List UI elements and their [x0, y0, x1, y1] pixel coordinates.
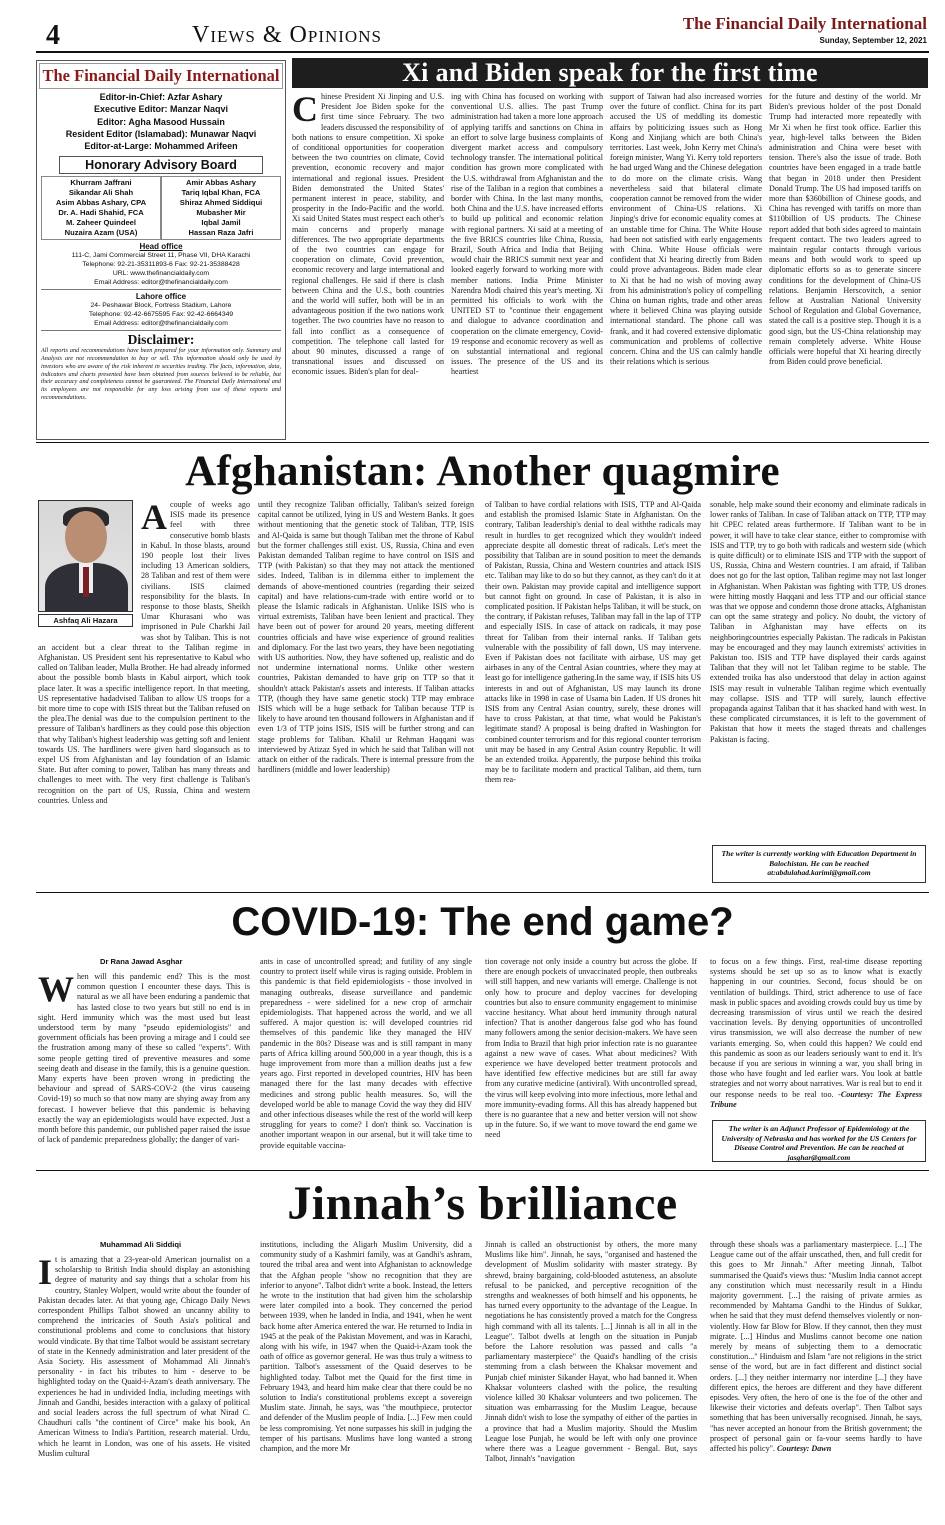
advisory-member: Shiraz Ahmed Siddiqui — [179, 198, 263, 208]
author-caption: Ashfaq Ali Hazara — [38, 614, 133, 627]
column-text: sonable, help make sound their economy and eliminate radicals in lower ranks of Taliban. In case of Taliban attack on TTP, TTP may hit CPEC related areas furthermore. If Taliban want to be in power, it will have to take clear stance, either to compromise with ISIS and TTP, try to go both with radicals and western side (which is quite difficult) or to eliminate ISIS and TTP with the support of US, Russia, China and Western countries. I am afraid, if Taliban does not go for the last option, Taliban regime may not last longer in Afghanistan. When Pakistan was fighting with TTP, US drones were hitting mostly Haqqani and less TTP and our official stance was that we oppose and condemn those drone attacks, Afghanistan can opt the same strategy and policy. No doubt, the victory of Taliban in Afghanistan may have effects on its neighboringcountries especially Pakistan. The radicals in Pakistan may be encouraged and they may launch extremists' activities in Pakistan too. ISIS and TTP have displayed their cards against Taliban that they will not let Taliban regime to be stable. The extended troika has also understood that delay in action against ISIS may result in vulnerable Taliban regime which eventually may collapse. ISIS and TTP will surely, launch effective propaganda against Taliban that it has shacked hand with west. In these complicated circumstances, it is left to the government of Pakistan that how it meets the staged threats and challenges Pakistan is facing. — [710, 500, 926, 744]
drop-cap: I — [38, 1255, 53, 1292]
lahore-office-address — [37, 301, 285, 328]
drop-cap: C — [292, 92, 318, 129]
author-photo — [38, 500, 133, 612]
story-headline-jinnah: Jinnah’s brilliance — [287, 1177, 678, 1230]
sidebar-paper-title: The Financial Daily International — [39, 63, 283, 89]
author-note: The writer is an Adjunct Professor of Epidemiology at the University of Nebraska and has worked for the US Centers for Disease Control and Prevention. He can be reached at jasghar@gmail.com — [712, 1120, 926, 1162]
author-byline: Dr Rana Jawad Asghar — [100, 957, 183, 966]
story-headline-xi-biden: Xi and Biden speak for the first time — [292, 58, 928, 88]
column-text: support of Taiwan had also increased worries over the future of conflict. China for its part accused the US of meddling its domestic affairs by politicizing issues such as Hong Kong and Xinjiang which are both China's territories. Last week, John Kerry met China's foreign minister, Wang Yi. Kerry told reporters he had urged Wang and the Chinese delegation to do more on the climate crisis. Wang nevertheless said that bilateral climate cooperation cannot be removed from the wider environment of China-US relations. Xi Jinping's drive for economic equality comes at an unstable time for China. The White House had been not satisfied with early engagements with China. White House officials were confident that Xi hearing directly from Biden could prove advantageous. Biden made clear to Xi that he had no wish of moving away from his administration's policy of compelling China on human rights, trade and other areas where it believed China was playing outside international standard. The phone call was frank, and it had covered extensive diplomatic communication and problems of collective concern. China and the US can calmly handle their relations which is serious — [610, 92, 762, 367]
office-line: Email Address: editor@thefinancialdaily.com — [94, 320, 228, 328]
advisory-member: Hassan Raza Jafri — [188, 228, 254, 238]
editorial-box — [36, 60, 286, 440]
column-text: ing with China has focused on working with conventional U.S. allies. The past Trump administration had taken a more lone approach of applying tariffs and sanctions on China in an effort to solve large business complaints of divergent market access and compulsory technology transfer. The international political condition has grown more complicated with the U.S. withdrawal from Afghanistan and the rise of the Taliban in a region that combines a border with China. In the last many months, both China and the U.S. have increased efforts to build up political and economic relation with regional partners. Xi said at a meeting of the five BRICS countries like China, Russia, Brazil, South Africa and India that Beijing would chair the BRICS summit next year and looked eagerly forward to working more with member nations. India Prime Minister Narendra Modi chaired this year's meeting. Xi permitted his officials to work with the UNITED ST to "continue their engagement and dialogue to advance coordination and cooperation on the climate emergency, Covid-19 response and economic recovery as well as on substantial international and regional issues. The presence of the US and its heartiest — [451, 92, 603, 377]
column-text: of Taliban to have cordial relations with ISIS, TTP and Al-Qaida and establish the promised Islamic State in Afghanistan. On the contrary, Taliban leadership's denial to deal withthe radicals may result in hurdles to get recognized which they wouldn't indeed appreciate despite all domestic threat of radicals. Let's meet the possibility that Taliban are in sound position to meet the demands of Pakistan, Russia, China and Western countries and attack ISIS etc. Taliban may like to do so but they cannot, as they can't do it at their own. Pakistan may provide capital and intelligence support but cannot fight on ground. In case of Pakistan, it is also in complicated position. If Pakistan helps Taliban, it will be stuck, on the contrary, if Pakistan refuses, Taliban may fall in the lap of TTP and especially ISIS. In case of attack on radicals, it may pose threat for Taliban from their internal ranks. If Taliban gets vulnerable with the possibility of fall down, US may intervene. Even if Pakistan does not facilitate with airbase, US may get airbases in any of the Central Asian countries, where they may at least go for intelligence gathering.In the same way, if ISIS hits US interests in and out of Afghanistan, US may launch its drone attacks like in 1998 in case of Usama bin Laden. If US drones hit ISIS from any Central Asian country, surely, these drones will have to cross Pakistan, at that time, what would be Pakistan's legitimate stand? A proposal is being drafted in Washington for combined counter terrorism and for this regional counter terrorism unit may be based in any Central Asian country Republic. It will be an extended troika. Apparently, the purpose behind this troika may be to facilitate modern and practical Taliban, aid them, turn them rea- — [485, 500, 701, 785]
column-text: to focus on a few things. First, real-time disease reporting systems should be set up so as to know what is exactly happening in our countries. Second, focus should be on ventilation of buildings. Third, strict adherence to use of face mask in public spaces and avoiding crowds could buy us time by decreasing transmission of virus until we reach the desired vaccination levels. By denying opportunities of uncontrolled virus transmission, we will also decrease the number of new variants emerging. So, when could this happen? We could end this pandemic as soon as our leaders seriously want to end it. It's because if you are serious in winning a war, you shall bring in those who have fought and led earlier wars. You look at battle strategies and not worry about narratives. War is real but to end it our response needs to be real too. — [710, 957, 922, 1099]
courtesy-line: -Courtesy: The Express Tribune — [710, 1089, 922, 1109]
staff-item: Resident Editor (Islamabad): Munawar Naqvi — [65, 128, 257, 139]
advisory-member: Dr. A. Hadi Shahid, FCA — [58, 208, 144, 218]
office-line: 24- Peshawar Block, Fortress Stadium, Lahore — [90, 302, 232, 310]
advisory-board-list — [41, 176, 281, 240]
section-divider — [36, 442, 929, 443]
disclaimer-title: Disclaimer: — [127, 332, 195, 348]
staff-item: Executive Editor: Manzar Naqvi — [93, 104, 229, 115]
advisory-member: M. Zaheer Quindeel — [65, 218, 137, 228]
office-line: 111-C, Jami Commercial Street 11, Phase VII, DHA Karachi — [71, 252, 251, 260]
advisory-member: Amir Abbas Ashary — [186, 178, 256, 188]
article-column — [710, 1240, 922, 1522]
advisory-column-left — [41, 176, 161, 240]
issue-date: Sunday, September 12, 2021 — [819, 36, 927, 45]
article-column — [451, 92, 603, 438]
office-line: Telephone: 92-42-6675595 Fax: 92-42-6664349 — [88, 311, 234, 319]
divider — [41, 330, 281, 331]
advisory-member: Asim Abbas Ashary, CPA — [55, 198, 147, 208]
author-note: The writer is currently working with Education Department in Balochistan. He can be reached at:abdulahad.karimi@gmail.com — [712, 845, 926, 883]
article-column — [769, 92, 921, 438]
author-byline: Muhammad Ali Siddiqi — [100, 1240, 182, 1249]
office-line: Telephone: 92-21-35311893-6 Fax: 92-21-35388428 — [82, 261, 240, 269]
column-text: until they recognize Taliban officially, Taliban's seized foreign capital cannot be utilized, lying in US and Western Banks. It goes without mentioning that the genetic stock of Taliban, TTP, ISIS and Al-Qaida is same but though Taliban met the throne of Kabul but the former challenges still exist. US, Russia, China and even Pakistan demanded Taliban regime to have control on ISIS and TTP (with Pakistan) so that they may not attack the mentioned sides. Indeed, Taliban is in dilemma either to implement the demands of above-mentioned countries (regarding their seized capital) and have relations-cum-trade with entire world or to please the Islamic radicals in Afghanistan. Unlike ISIS who is virtual extremists, Taliban have been lenient and practical. They have been out of power for around 20 years, meeting different countries officials and have wise experience of ground realities and diplomacy. For the last two years, they have been negotiating with US authorities. Now, they have softened up, realistic and do not undermine international norms. Unlike other western countries, Pakistan demanded to have grip on TTP so that it shouldn't attack Pakistan's assets and interests. If Taliban attacks TTP, (though they have same genetic stock) TTP may embrace ISIS which will be a huge setback for Taliban because TTP is likely to have around ten thousand followers in Afghanistan and if even 1/3 of TTP joins ISIS, ISIS will be further strong and can stage problems for Taliban. Khalil ur Rehman Haqqani was interviewed by Atizaz Syed in which he said that Taliban will not attack on either of the radicals. There is internal pressure from the hardliners (middle and lower leadership) — [258, 500, 474, 775]
masthead-title: The Financial Daily International — [682, 14, 927, 33]
column-text: hen will this pandemic end? This is the most common question I encounter these days. This is natural as we all have been enduring a pandemic that has lasted close to two years but still no end is in sight. Herd immunity which was the most used but least understood term by many "pseudo epidemiologists" and government officials has been proving a mirage and I could see the frustration among many of these so called "experts". With some people getting tired of preventive measures and some seeing death and disease in the family, this is a genuine question. Many experts have been proven wrong in predicting the behaviour and spread of SARS-COV-2 (the virus causeing Covid-19) so much so that now many are shying away from any forecast. I however believe that this pandemic is behaving exactly the way an epidemiologists would have expected. Just a month before this pandemic, our published paper raised the issue of lack of pandemic preparedness globally; the danger of vari- — [38, 972, 250, 1145]
story-headline-afghanistan: Afghanistan: Another quagmire — [185, 448, 780, 495]
office-line: Email Address: editor@thefinancialdaily.com — [94, 279, 228, 287]
header-rule — [36, 51, 929, 53]
drop-cap: W — [38, 972, 74, 1009]
column-text: hinese President Xi Jinping and U.S. President Joe Biden spoke for the first time since February. The two leaders discussed the responsibility of both nations to ensure competition. Xi spoke of conditional opportunities for cooperation between the two countries on climate, Covid prevention, economic recovery and major international and regional issues. President Biden demonstrated the United States' permanent interest in peace, stability, and prosperity in the Indo-Pacific and the world. Xi said United States must respect each other's main concerns and properly manage differences. The two appropriate departments of the two countries can engage for cooperation on climate, Covid prevention, economic recovery and large international and regional challenges. He said if there is clash between China and the U.S., both countries and the world will suffer, both will be in an advantageous position if the two nations work together. The two countries have no reason to fall into conflict as a consequence of competition. The telephone call lasted for about 90 minutes, discussed a range of transnational issues and discussed on economic issues. Biden's plan for deal- — [292, 92, 444, 377]
column-text: t is amazing that a 23-year-old American journalist on a scholarship to British India should display an astonishing degree of maturity and say things that a scholar from his country, Stanley Wolpert, would write about the founder of Pakistan decades later. At that young age, Chicago Daily News correspondent Phillips Talbot showed an uncanny ability to comprehend the intricacies of South Asia's political and constitutional problems and come to conclusions that history would vindicate. By that time Talbot would be assistant secretary of state in the Kennedy administration and later president of the Asia Society. His assessment of Mohammad Ali Jinnah's personality - in fact his tributes to him - deserve to be highlighted today on the Quaid-i-Azam's death anniversary. The experiences he had in undivided India, including meetings with Jinnah and Gandhi, besides interaction with a galaxy of political and social leaders across the full spectrum of what Nirad C. Chaudhuri calls "the continent of Circe" make his book, An American Witness to India's Partition, research material. Urdu, which he learnt in London, was one of his assets. He visited Muslim cultural — [38, 1255, 250, 1458]
divider — [41, 289, 281, 290]
photo-face — [65, 511, 107, 563]
article-column — [485, 957, 697, 1162]
office-line: URL: www.thefinancialdaily.com — [112, 270, 210, 278]
article-column — [710, 957, 922, 1117]
section-divider — [36, 892, 929, 893]
advisory-member: Tariq Iqbal Khan, FCA — [181, 188, 261, 198]
column-text: Jinnah is called an obstructionist by others, the more many Muslims like him". Jinnah, he says, "organised and hastened the development of Muslim solidarity with master strategy. By shrewd, brainy bargaining, cold-blooded astuteness, an absolute refusal to be panicked, and perceptive recognition of the strengths and weaknesses of both himself and his opponents, he has turned every opportunity to the advantage of the League. In negotiations he has consistently proved a match for the Congress high command with all its talents. [...] Jinnah is all in all in the League". Talbot dwells at length on the situation in Punjab before the Lahore resolution was passed and calls "a parliamentary masterpiece" the Quaid's handling of the crisis stemming from a clash between the Khaksar movement and Punjab chief minister Sikander Hayat, who had banned it. When Khaksar volunteers clashed with the police, the resulting violence killed 30 Khaksar volunteers and two policemen. The situation was embarrassing for the Muslim League, because Jinnah didn't wish to lose the sympathy of either of the parties in a province that had a Muslim majority. Should the Muslim League lose Punjab, he would be left with only one province where there was a League government - Bengal. But, says Talbot, Jinnah's "navigation — [485, 1240, 697, 1464]
column-text: through these shoals was a parliamentary masterpiece. [...] The League came out of the affair unscathed, then, and full credit for this goes to Mr Jinnah." After meeting Jinnah, Talbot summarised the Quaid's views thus: "Muslim India cannot accept any constitution which must necessarily result in a Hindu majority government. [...] the raising of private armies as recommended by Mahtama Gandhi to the Hindus of Sukkar, when he said that they must defend themselves violently or non-violently. How far Blow for Blow. If they cannot, then they must migrate. [...] Hindus and Muslims cannot become one nation merely by means of subjecting them to a democratic constitution..." Hinduism and Islam "are not religions in the strict sense of the word, but are in fact different and distinct social orders. [...] they neither intermarry nor interdine [...] they have different epics, the heroes are different and they have different episodes. Very often, the hero of one is the foe of the other and likewise their victories and defeats overlap". Then Talbot says something that has been universally recognised. Jinnah, he says, "has never accepted an honour from the British government; the prospect of personal gain or fa-vour seems hardly to have affected his policy". — [710, 1240, 922, 1454]
article-column — [258, 500, 474, 885]
head-office-address — [37, 251, 285, 287]
column-text: tion coverage not only inside a country but across the globe. If there are enough pockets of unvaccinated people, then outbreaks will still happen, and new variants will emerge. Challenge is not only how to procure and deploy vaccines for developing countries but also to ensure community engagement to minimise vaccine hesitancy. What about herd immunity through natural infection? That is another dangerous false god who has found many followers among the senior decision-makers. We have seen from India to Brazil that high prior infection rate is no guarantee against a new wave of cases. What about medicines? With experience we have developed better treatment protocols and have identified few effective medicines but are still far away from any curative medicine (antiviral). With uncontrolled spread, the virus will keep evolving into more infectious, more lethal and more immunity-evading forms. All this has already happened but there is no guarantee that a new and better version will not show up in the future. So, if we want to move toward the end game we need — [485, 957, 697, 1140]
photo-tie — [83, 567, 89, 597]
article-column — [485, 1240, 697, 1522]
staff-item: Editor-in-Chief: Azfar Ashary — [99, 92, 223, 102]
advisory-member: Iqbal Jamil — [201, 218, 241, 228]
column-text: for the future and destiny of the world. Mr Biden's previous holder of the post Donald Trump had interacted more repeatedly with Mr Xi when he first took office. Earlier this year, high-level talks between the Biden administration and China were beset with tension. There's also the issue of trade. Both countries have been engaged in a trade battle that began in 2018 under then President Donald Trump. The US had imposed tariffs on more than $360billion of Chinese goods, and China has revenged with tariffs on more than $110billion of US products. The Chinese report added that both sides agreed to maintain frequent contact. The two leaders agreed to maintain regular contacts through various means and both would work to speed up diplomatic efforts so as to generate sincere conditions for the development of China-US relations. Benjamin Herscovitch, a senior fellow at Australian National University School of Regulation and Global Governance, stated the call is a positive step. Though it is a good sign, but the US-China relationship may remain completely adverse. White House officials were hopeful that Xi hearing directly from Biden could prove beneficial. — [769, 92, 921, 367]
article-column — [260, 1240, 472, 1522]
head-office-title: Head office — [139, 242, 183, 252]
advisory-column-right — [161, 176, 281, 240]
advisory-member: Mubasher Mir — [196, 208, 246, 218]
column-text: ants in case of uncontrolled spread; and futility of any single country to protect itself while virus is raging outside. Problem in this pandemic is that field epidemiologists - those involved in managing outbreaks, disease surveillance and pandemic preparedness - were sidelined for a new crop of armchair epidemiologists. That happened across the world, and we all suffered. A major question is: will developed countries rid themselves of this pandemic like they managed the HIV pandemic in the 80s? Disease was and is still rampant in many parts of Africa killing around 500,000 in a year though, this is a huge improvement from more than a million deaths just a few years ago. First reported in developed countries, HIV has been managed there for the last many decades with effective medicines and strong public health measures. So, will the developed world be able to manage Covid the way they did HIV and other infectious diseases while the rest of the world will keep struggling for years to come? I don't think so. Vaccination is another important weapon in our arsenal, but it will take time to provide equitable vaccina- — [260, 957, 472, 1150]
article-column — [38, 972, 250, 1162]
article-column — [260, 957, 472, 1162]
staff-item: Editor: Agha Masood Hussain — [97, 116, 225, 127]
drop-cap: A — [141, 500, 167, 537]
column-text: couple of weeks ago ISIS made its presence feel with three consecutive bomb blasts in Kabul. In those blasts, around 190 people lost their lives including 13 American soldiers, 28 Taliban and rest of them were civilians. ISIS claimed responsibility for the blasts. In response to those blasts, Sheikh Umar Khurasani who was imprisoned in Pule Charkhi Jail was shot by Taliban. This is not an accident but a clear threat to the Taliban regime in Afghanistan. US President sent his representative to Kabul who called on Taliban leader, Mulla Brother. He had already informed about the possible bomb blasts in Kabul airport, which took place later. It was a specific intelligence report. In that meeting, US representative hadadvised Taliban to allow US troops for a bit more time to cope with ISIS threat but the Taliban refused on the plea.The denial was due to the compulsion pertinent to the pressure of Taliban's hardliners as they could pose this objection that why Taliban's highest leadership was getting soft and lenient towards US. The hardliners were given hard slogansuch as to expel US from Afghanistan and lay foundation of an Islamic State. But after coming to power, Taliban has many threats and challenges to meet with. The very first challenge is Taliban's recognition on the part of US, Russia, China and western countries. Unless and — [38, 500, 250, 805]
lahore-office-title: Lahore office — [135, 292, 187, 302]
story-body-xi-biden — [292, 92, 928, 438]
staff-list — [37, 91, 285, 152]
article-column — [38, 1255, 250, 1522]
page-number: 4 — [46, 20, 60, 51]
article-column — [292, 92, 444, 438]
advisory-member: Nuzaira Azam (USA) — [64, 228, 138, 238]
article-column — [610, 92, 762, 438]
courtesy-line: Courtesy: Dawn — [777, 1444, 832, 1454]
advisory-member: Khurram Jaffrani — [70, 178, 132, 188]
disclaimer-text: All reports and recommendations have been prepared for your information only. Summary and Analysis are not recommendation to buy or sell. This information should only be used by investors who are aware of the risk inherent in securities trading. The facts, information, data, indicators and charts presented have been obtained from sources believed to be reliable, but their accuracy and completeness cannot be guaranteed. The Financial Daily International and its employees are not responsible for any loss arising from use of these reports and recommendations. — [41, 347, 281, 401]
advisory-member: Sikandar Ali Shah — [68, 188, 134, 198]
story-headline-covid: COVID-19: The end game? — [231, 900, 734, 944]
staff-item: Editor-at-Large: Mohammed Arifeen — [84, 141, 238, 152]
section-divider — [36, 1170, 929, 1171]
section-name: Views & Opinions — [192, 22, 382, 48]
article-column — [485, 500, 701, 885]
page-header — [0, 0, 945, 52]
article-column — [710, 500, 926, 840]
advisory-board-title: Honorary Advisory Board — [59, 156, 263, 174]
column-text: institutions, including the Aligarh Muslim University, did a community study of a Kashmiri family, was at Gandhi's ashram, toured the tribal area and went into Afghanistan to acknowledge that the Afghan people "show no recognition that they are inferior to anyone". Talbot didn't write a book. Instead, the letters he wrote to the institution that had given him the scholarship were later compiled into a book. They concerned the period between 1939, when he landed in India, and 1941, when he went back home after America entered the war. He returned to India in 1945 at the peak of the Pakistan Movement, and was in Karachi, along with his wife, in 1947 when the Quaid-i-Azam took the oath of office as governor general. He was thus truly a witness to partition. Talbot's assessment of the Quaid deserves to be highlighted today. Talbot met the Quaid for the first time in February 1943, and heard him make clear that there could be no solution to India's constitutional problems except a sovereign Muslim state. Jinnah, he says, was "the mouthpiece, protector and defender of the Muslim people of India. [...] Few men could be less compromising. Yet none surpasses his skill in judging the temper of his partisans. Muslims have long wanted a strong champion, and the more Mr — [260, 1240, 472, 1454]
